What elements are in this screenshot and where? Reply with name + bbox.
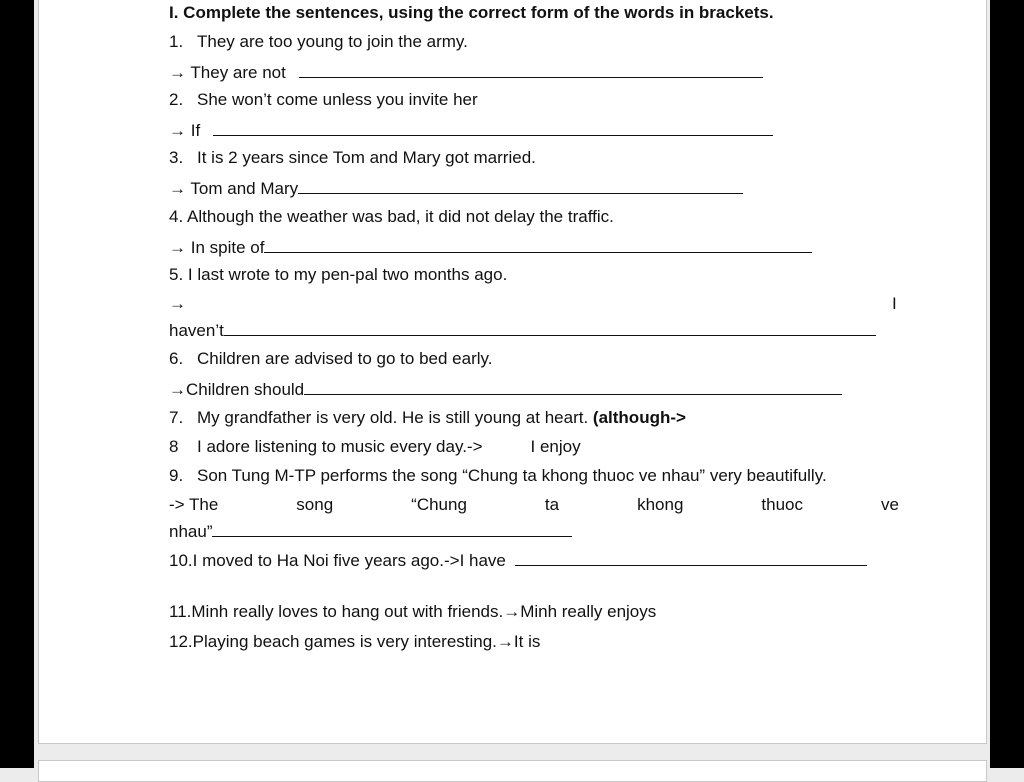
item-3-blank[interactable] [298,177,743,194]
item-1-answer: → They are not [169,61,763,83]
item-4-prompt: 4. Although the weather was bad, it did not delay the traffic. [169,207,614,226]
item-10-prompt: 10.I moved to Ha Noi five years ago.->I have [169,549,867,571]
item-2-blank[interactable] [213,119,773,136]
item-5-arrow: → [169,294,186,313]
item-2-answer: → If [169,119,773,141]
right-black-bar [990,0,1024,768]
item-5-prompt: 5. I last wrote to my pen-pal two months ago. [169,265,508,284]
item-5-answer: haven’t [169,319,876,341]
item-6-answer: →Children should [169,378,842,400]
item-7-prompt: 7. My grandfather is very old. He is still young at heart. (although-> [169,408,686,427]
item-5-answer-i: I [892,294,897,313]
item-10-blank[interactable] [515,549,867,566]
item-1-blank[interactable] [299,61,763,78]
exercise-heading: I. Complete the sentences, using the correct form of the words in brackets. [169,3,774,22]
left-black-bar [0,0,34,768]
item-4-blank[interactable] [264,236,812,253]
item-9-answer-row: -> The song “Chung ta khong thuoc ve [169,495,899,514]
item-11-prompt: 11.Minh really loves to hang out with friends.→Minh really enjoys [169,602,657,621]
item-6-prompt: 6. Children are advised to go to bed early. [169,349,493,368]
item-2-prompt: 2. She won’t come unless you invite her [169,90,478,109]
item-3-prompt: 3. It is 2 years since Tom and Mary got married. [169,148,536,167]
item-12-prompt: 12.Playing beach games is very interesting.→It is [169,632,541,651]
item-3-answer: → Tom and Mary [169,177,743,199]
item-4-answer: → In spite of [169,236,812,258]
item-6-blank[interactable] [304,378,842,395]
item-9-blank[interactable] [212,520,572,537]
item-5-blank[interactable] [224,319,876,336]
next-document-page [38,760,987,782]
item-9-prompt: 9. Son Tung M-TP performs the song “Chung ta khong thuoc ve nhau” very beautifully. [169,466,827,485]
item-8-prompt: 8 I adore listening to music every day.-> I enjoy [169,437,581,456]
item-1-prompt: 1. They are too young to join the army. [169,32,468,51]
item-9-answer: nhau” [169,520,572,542]
